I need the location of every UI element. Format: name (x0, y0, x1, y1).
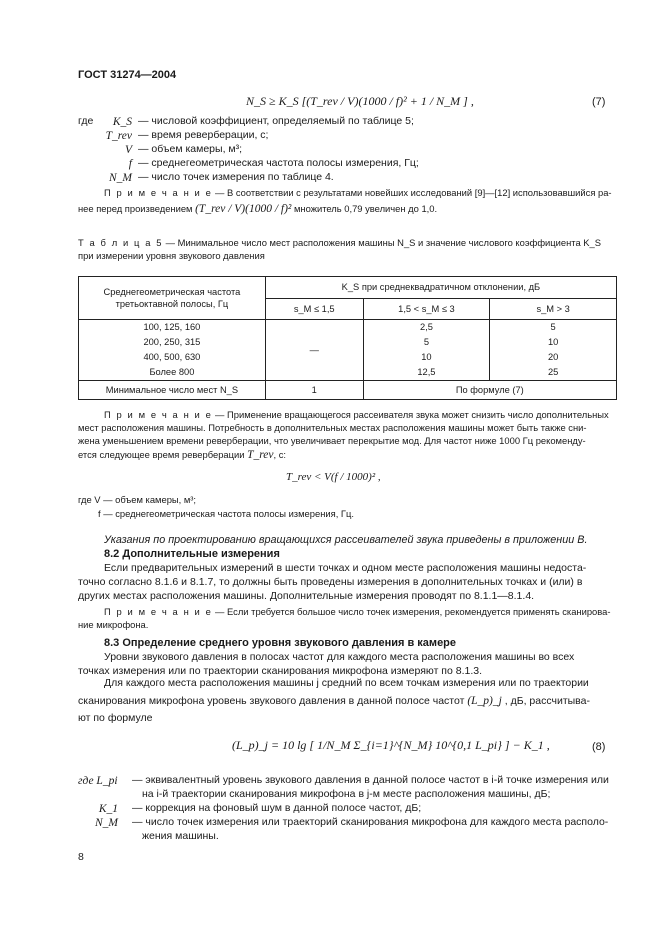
table-5 (78, 276, 617, 400)
table-cell: 5 (490, 320, 617, 336)
definition-row (78, 774, 623, 788)
definition-symbol: f (128, 158, 132, 170)
note-2-line4-post: , с: (273, 448, 286, 460)
table-cell: 10 (490, 335, 617, 350)
definition-row (78, 830, 623, 844)
definition-symbol: где L_pi (78, 775, 118, 787)
table-subheader: s_M ≤ 1,5 (265, 299, 363, 320)
table-5-caption-text-b: при измерении уровня звукового давления (78, 249, 265, 261)
table-footer-c1: 1 (265, 381, 363, 400)
section-8-2-note: П р и м е ч а н и е — Если требуется большое число точек измерения, рекомендуется применять сканирова- ние микрофона. (78, 606, 611, 630)
table-cell-frequency: 100, 125, 160 (79, 320, 266, 336)
section-8-3-lp-math: (L_p)_j (467, 694, 502, 707)
definition-text: — время реверберации, с; (138, 129, 269, 141)
section-8-2-note-label: П р и м е ч а н и е (104, 606, 213, 617)
definition-row (78, 788, 623, 802)
definition-symbol: V (124, 144, 132, 156)
table-5-caption (78, 237, 615, 263)
table-row (79, 320, 617, 336)
definition-row (78, 129, 618, 143)
table-5-caption-label: Т а б л и ц а 5 (78, 237, 164, 248)
definition-row (78, 171, 618, 185)
note-1-text-a: — В соответствии с результатами новейших исследований [9]—[12] использовавшийся ра- (212, 187, 612, 198)
note-1 (78, 187, 615, 218)
table-header-frequency: Среднегеометрическая частота третьоктавной полосы, Гц (79, 277, 266, 320)
definition-row (78, 157, 618, 171)
table-cell: 12,5 (363, 365, 490, 381)
section-8-2-title: 8.2 Дополнительные измерения (104, 548, 280, 560)
table-cell: 20 (490, 350, 617, 365)
table-subheader: s_M > 3 (490, 299, 617, 320)
note-2-line4-pre: ется следующее время реверберации (78, 448, 248, 460)
note-2-where-f: f — среднегеометрическая частота полосы измерения, Гц. (98, 508, 354, 519)
definition-text: — коррекция на фоновый шум в данной полосе частот, дБ; (132, 802, 422, 814)
note-1-text-b-pre: нее перед произведением (78, 202, 196, 214)
table-cell-frequency: 400, 500, 630 (79, 350, 266, 365)
definition-text: — среднегеометрическая частота полосы измерения, Гц; (138, 157, 419, 169)
note-1-label: П р и м е ч а н и е (104, 187, 213, 198)
definition-text: на i-й траектории сканирования микрофона в j-м месте расположения машины, дБ; (142, 788, 551, 800)
table-cell-merged-dash: — (265, 320, 363, 381)
table-cell-frequency: Более 800 (79, 365, 266, 381)
table-footer-c23: По формуле (7) (363, 381, 616, 400)
definition-text: — число точек измерения по таблице 4. (138, 171, 334, 183)
definition-text: — объем камеры, м³; (138, 143, 243, 155)
table-5-caption-text-a: — Минимальное число мест расположения машины N_S и значение числового коэффициента K_S (163, 237, 601, 248)
table-cell: 2,5 (363, 320, 490, 336)
note-2 (78, 409, 615, 464)
note-2-where-v: где V — объем камеры, м³; (78, 494, 197, 505)
definition-symbol: N_M (95, 817, 118, 829)
definition-row (78, 143, 618, 157)
definition-symbol: K_1 (98, 803, 118, 815)
formula-7-text: N_S ≥ K_S [(T_rev / V)(1000 / f)² + 1 / N_M ] , (246, 94, 474, 108)
formula-7 (246, 94, 474, 110)
definition-text: — числовой коэффициент, определяемый по таблице 5; (138, 115, 414, 127)
definition-text: жения машины. (142, 830, 219, 842)
table-cell: 25 (490, 365, 617, 381)
definition-text: — эквивалентный уровень звукового давления в данной полосе частот в i-й точке измерения или (132, 774, 609, 786)
definition-symbol: T_rev (105, 130, 132, 142)
section-8-3-p1: Уровни звукового давления в полосах частот для каждого места расположения машины во всех точках измерения или по траектории сканирования микрофона измеряют по 8.1.3. (78, 651, 575, 677)
note-2-line4-symbol: T_rev (247, 448, 274, 461)
document-header: ГОСТ 31274—2004 (78, 69, 177, 81)
note-2-line2: мест расположения машины. Потребность в дополнительных местах расположения машины может быть также сни- (78, 421, 587, 433)
section-8-3-title: 8.3 Определение среднего уровня звукового давления в камере (104, 637, 457, 649)
table-footer-label: Минимальное число мест N_S (79, 381, 266, 400)
table-cell-frequency: 200, 250, 315 (79, 335, 266, 350)
formula-8: (L_p)_j = 10 lg [ 1/N_M Σ_{i=1}^{N_M} 10^{0,1 L_pi} ] − K_1 , (232, 738, 550, 752)
section-8-2-paragraph: Если предварительных измерений в шести точках и одном месте расположения машины недоста- точно согласно 8.1.6 и 8.1.7, то должны быть проведены измерения в дополнительных точках и (или) в других местах расположения машины. Дополнительные измерения проводят по 8.1.1—8.1.4. (78, 562, 587, 602)
table-cell: 10 (363, 350, 490, 365)
definition-symbol: N_M (109, 172, 132, 184)
table-footer-row (79, 381, 617, 400)
definition-row: где K_S — числовой коэффициент, определяемый по таблице 5; (78, 115, 618, 129)
note-1-math: (T_rev / V)(1000 / f)² (195, 202, 292, 215)
table-cell: 5 (363, 335, 490, 350)
note-2-label: П р и м е ч а н и е (104, 409, 213, 420)
definitions-7 (78, 115, 618, 185)
note-2-formula: T_rev < V(f / 1000)² , (286, 471, 381, 483)
definitions-8 (78, 774, 623, 844)
definition-row (78, 802, 623, 816)
note-2-line3: жена уменьшением времени реверберации, что увеличивает перекрытие мод. Для частот ниже 1000 Гц рекоменду- (78, 434, 586, 446)
definition-text: — число точек измерения или траекторий сканирования микрофона для каждого места располо- (132, 816, 609, 828)
definition-symbol: K_S (112, 116, 132, 128)
formula-8-number: (8) (592, 741, 606, 753)
note-2-line1: — Применение вращающегося рассеивателя звука может снизить число дополнительных (212, 409, 609, 420)
table-header-ks: K_S при среднеквадратичном отклонении, дБ (265, 277, 616, 299)
note-1-text-b-post: множитель 0,79 увеличен до 1,0. (291, 202, 438, 214)
formula-7-number: (7) (592, 96, 606, 108)
page-number: 8 (78, 851, 84, 863)
section-8-3-p2: Для каждого места расположения машины j средний по всем точкам измерения или по траектории сканирования микрофона уровень звукового давления в данной полосе частот (L_p)_j , дБ, рассчитыва- ют по формуле (78, 677, 590, 725)
italic-note: Указания по проектированию вращающихся рассеивателей звука приведены в приложении В. (104, 534, 588, 546)
definition-row (78, 816, 623, 830)
table-subheader: 1,5 < s_M ≤ 3 (363, 299, 490, 320)
